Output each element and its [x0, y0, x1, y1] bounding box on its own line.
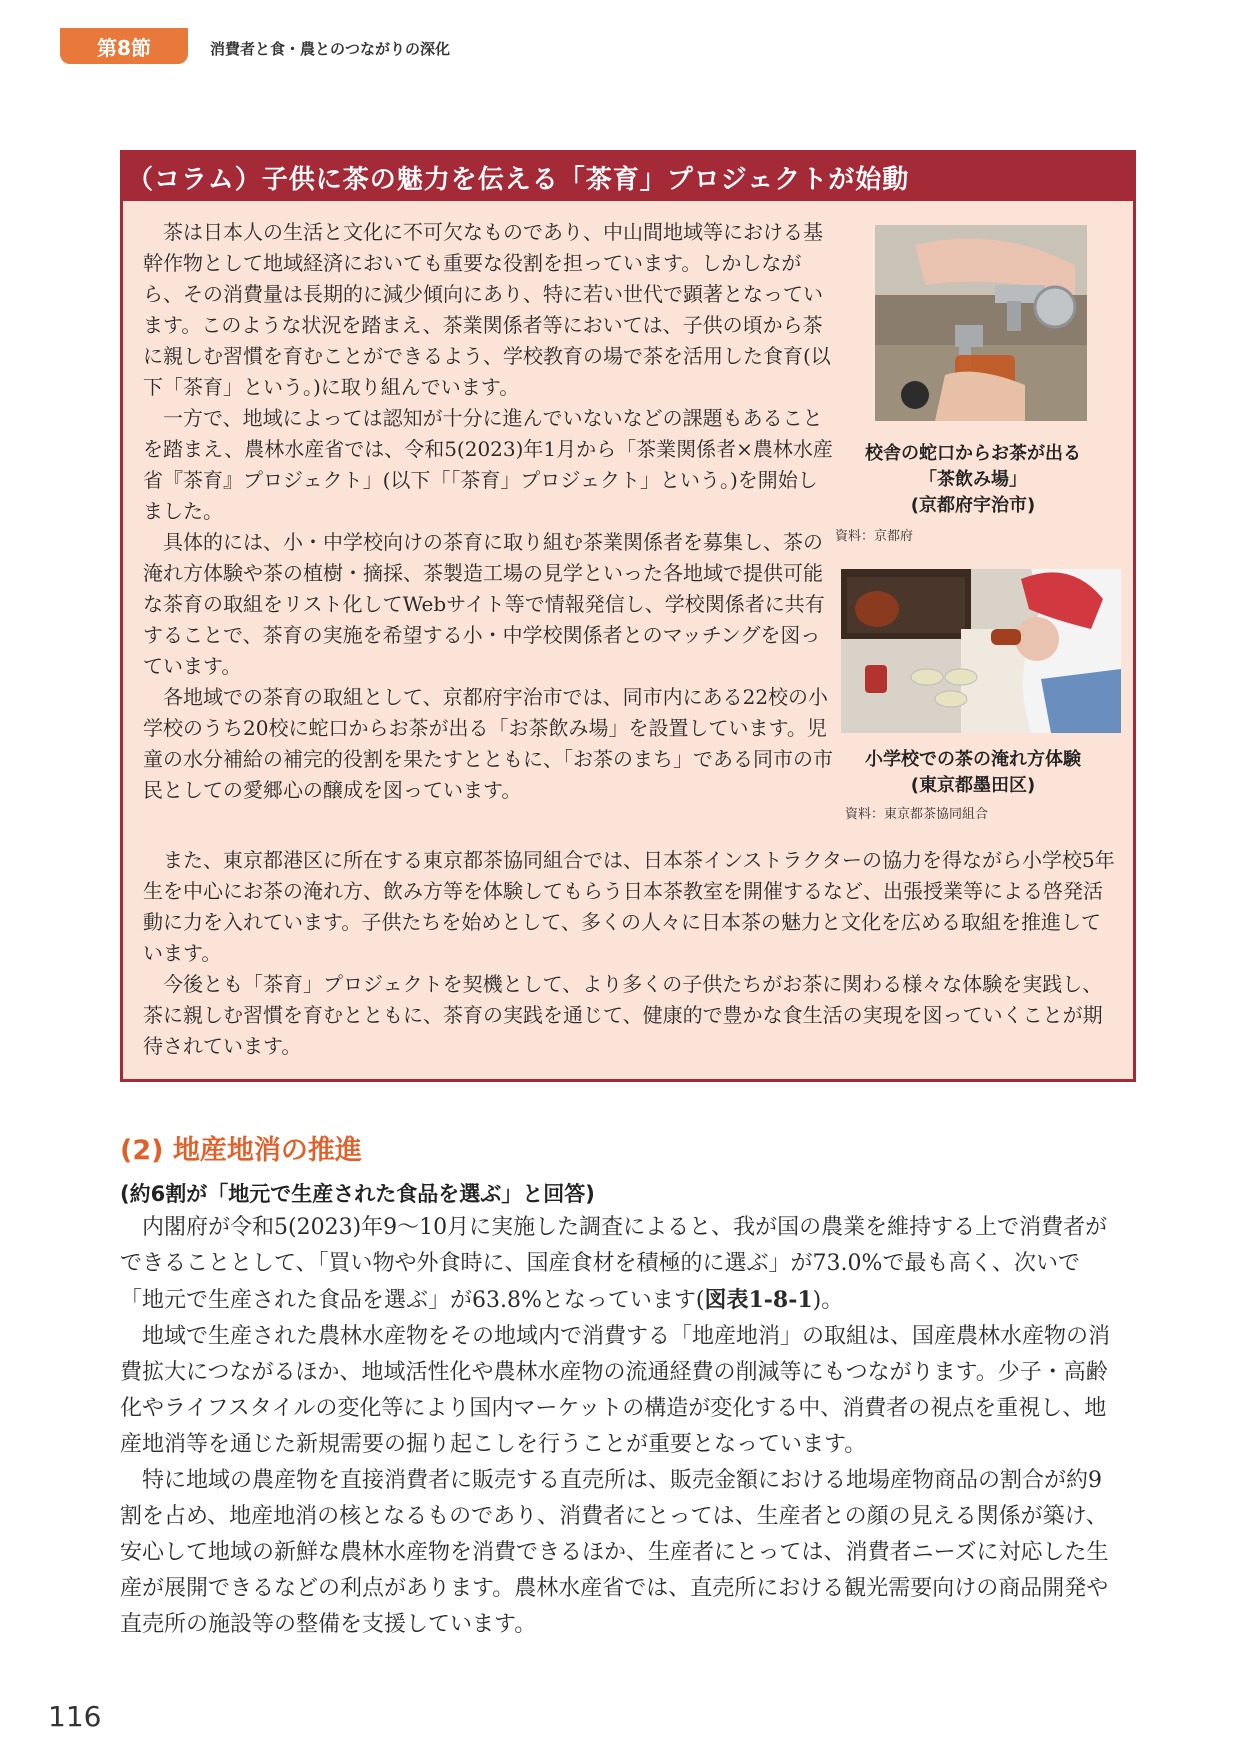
- column-paragraph: 一方で、地域によっては認知が十分に進んでいないなどの課題もあることを踏まえ、農林水産省では、令和5(2023)年1月から「茶業関係者×農林水産省『茶育』プロジェクト」(以下「「茶育」プロジェクト」という。)を開始しました。: [143, 406, 833, 523]
- column-text-bottom: [143, 845, 1115, 1062]
- section-tab: [60, 28, 188, 64]
- column-box: [120, 150, 1136, 1082]
- section-heading: (2) 地産地消の推進: [120, 1135, 362, 1166]
- column-paragraph: 今後とも「茶育」プロジェクトを契機として、より多くの子供たちがお茶に関わる様々な体験を実践し、茶に親しむ習慣を育むとともに、茶育の実践を通じて、健康的で豊かな食生活の実現を図っていくことが期待されています。: [143, 972, 1103, 1058]
- section-subheading: (約6割が「地元で生産された食品を選ぶ」と回答): [120, 1182, 595, 1206]
- body-paragraph: 内閣府が令和5(2023)年9〜10月に実施した調査によると、我が国の農業を維持する上で消費者ができることとして、「買い物や外食時に、国産食材を積極的に選ぶ」が73.0%で最も高く、次いで「地元で生産された食品を選ぶ」が63.8%となっています(図表1-8-1)。: [120, 1215, 1108, 1313]
- body-paragraph: 地域で生産された農林水産物をその地域内で消費する「地産地消」の取組は、国産農林水産物の消費拡大につながるほか、地域活性化や農林水産物の流通経費の削減等にもつながります。少子・高齢化やライフスタイルの変化等により国内マーケットの構造が変化する中、消費者の視点を重視し、地産地消等を通じた新規需要の掘り起こしを行うことが重要となっています。: [120, 1324, 1111, 1457]
- section-body: [120, 1210, 1110, 1643]
- tea-tap-source: 資料：京都府: [835, 529, 914, 544]
- tea-tap-caption: 校舎の蛇口からお茶が出る 「茶飲み場」 (京都府宇治市): [865, 443, 1081, 516]
- tea-tap-photo: [875, 225, 1087, 421]
- column-title: （コラム）子供に茶の魅力を伝える「茶育」プロジェクトが始動: [123, 153, 1133, 201]
- running-header-title: 消費者と食・農とのつながりの深化: [210, 40, 451, 58]
- column-paragraph: 各地域での茶育の取組として、京都府宇治市では、同市内にある22校の小学校のうち20校に蛇口からお茶が出る「お茶飲み場」を設置しています。児童の水分補給の補完的役割を果たすとともに、「お茶のまち」である同市の市民としての愛郷心の醸成を図っています。: [143, 685, 833, 802]
- figure-reference-link[interactable]: 図表1-8-1: [704, 1287, 813, 1313]
- column-paragraph: また、東京都港区に所在する東京都茶協同組合では、日本茶インストラクターの協力を得ながら小学校5年生を中心にお茶の淹れ方、飲み方等を体験してもらう日本茶教室を開催するなど、出張授業等による啓発活動に力を入れています。子供たちを始めとして、多くの人々に日本茶の魅力と文化を広める取組を推進しています。: [143, 848, 1115, 965]
- column-paragraph: 具体的には、小・中学校向けの茶育に取り組む茶業関係者を募集し、茶の淹れ方体験や茶の植樹・摘採、茶製造工場の見学といった各地域で提供可能な茶育の取組をリスト化してWebサイト等で情報発信し、学校関係者に共有することで、茶育の実施を希望する小・中学校関係者とのマッチングを図っています。: [143, 530, 825, 678]
- column-text-top: [143, 217, 835, 806]
- body-paragraph: 特に地域の農産物を直接消費者に販売する直売所は、販売金額における地場産物商品の割合が約9割を占め、地産地消の核となるものであり、消費者にとっては、生産者との顔の見える関係が築け、安心して地域の新鮮な農林水産物を消費できるほか、生産者にとっては、消費者ニーズに対応した生産が展開できるなどの利点があります。農林水産省では、直売所における観光需要向けの商品開発や直売所の施設等の整備を支援しています。: [120, 1468, 1109, 1637]
- page-number: 116: [48, 1700, 102, 1733]
- section-label: 第8節: [97, 35, 151, 60]
- tea-brewing-source: 資料：東京都茶協同組合: [845, 807, 989, 822]
- column-paragraph: 茶は日本人の生活と文化に不可欠なものであり、中山間地域等における基幹作物として地域経済においても重要な役割を担っています。しかしながら、その消費量は長期的に減少傾向にあり、特に若い世代で顕著となっています。このような状況を踏まえ、茶業関係者等においては、子供の頃から茶に親しむ習慣を育むことができるよう、学校教育の場で茶を活用した食育(以下「茶育」という。)に取り組んでいます。: [143, 220, 831, 399]
- tea-brewing-caption: 小学校での茶の淹れ方体験 (東京都墨田区): [865, 749, 1081, 796]
- tea-brewing-photo: [841, 569, 1121, 733]
